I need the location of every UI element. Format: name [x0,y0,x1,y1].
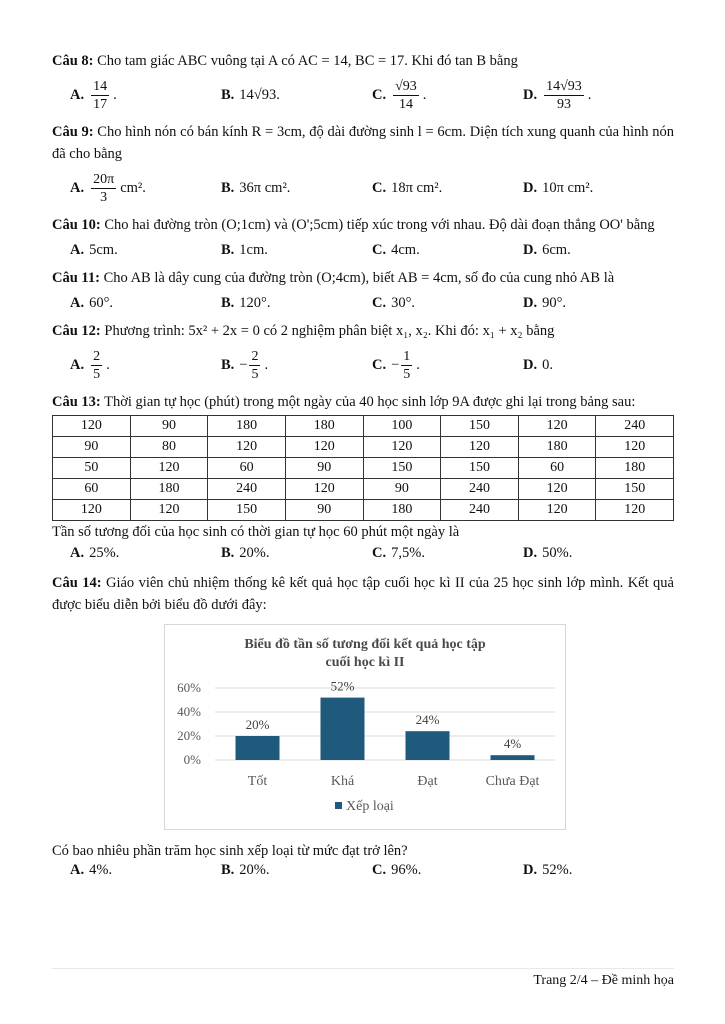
option-text: 52%. [542,862,573,878]
option-letter: B. [221,545,235,561]
q11-option-d[interactable] [523,295,674,312]
fraction-numerator: 1 [403,349,411,364]
question-14-prompt: Có bao nhiêu phần trăm học sinh xếp loại từ mức đạt trở lên? [52,843,408,859]
fraction-numerator: 14 [93,79,108,94]
option-text: 4%. [89,862,113,878]
y-tick-label: 60% [177,680,201,695]
table-cell: 90 [285,458,363,479]
question-14: Câu 14: Giáo viên chủ nhiệm thống kê kết quả học tập cuối học kì II của 25 học sinh lớp mình. Kết quả được biểu diễn bởi biểu đồ dưới đây: [52,575,674,613]
option-text: 6cm. [542,242,571,258]
option-fraction [91,78,109,113]
option-text: 18π cm². [391,180,443,196]
option-letter: C. [372,862,387,878]
option-sign: − [391,357,400,373]
y-tick-label: 40% [177,704,201,719]
option-letter: D. [523,180,538,196]
option-text: 60°. [89,295,114,311]
option-letter: B. [221,862,235,878]
option-letter: C. [372,242,387,258]
q12-option-c[interactable] [372,348,523,383]
q14-option-d[interactable] [523,862,674,879]
option-letter: D. [523,545,538,561]
table-cell: 120 [53,416,131,437]
table-cell: 120 [130,458,208,479]
q12-option-a[interactable] [70,348,221,383]
q12-options [70,348,674,383]
option-text: 120°. [239,295,271,311]
q14-option-c[interactable] [372,862,523,879]
fraction-numerator: 20π [93,172,115,187]
option-fraction [91,348,102,383]
table-row [53,500,674,521]
fraction-denominator: 14 [398,97,413,112]
table-cell: 60 [208,458,286,479]
table-cell: 120 [518,416,596,437]
table-cell: 90 [130,416,208,437]
option-fraction [91,171,116,206]
table-cell: 240 [441,500,519,521]
table-cell: 150 [596,479,674,500]
table-row [53,437,674,458]
option-fraction [401,348,412,383]
option-letter: D. [523,357,538,373]
option-text: 20%. [239,862,270,878]
option-fraction [249,348,260,383]
table-cell: 120 [53,500,131,521]
table-cell: 120 [441,437,519,458]
x-tick-label: Đạt [417,774,438,789]
q10-option-c[interactable] [372,242,523,259]
question-11: Câu 11: Cho AB là dây cung của đường tròn (O;4cm), biết AB = 4cm, số đo của cung nhỏ AB là [52,270,615,286]
option-text: 1cm. [239,242,268,258]
q10-option-d[interactable] [523,242,674,259]
table-cell: 120 [285,437,363,458]
y-tick-label: 0% [183,752,201,767]
option-letter: B. [221,295,235,311]
table-cell: 50 [53,458,131,479]
bar-3 [491,755,535,760]
option-text: 10π cm². [542,180,594,196]
q12-option-b[interactable] [221,348,372,383]
fraction-denominator: 5 [93,367,101,382]
bar-2 [406,731,450,760]
table-cell: 240 [208,479,286,500]
option-letter: C. [372,180,387,196]
option-text: 96%. [391,862,422,878]
table-cell: 180 [285,416,363,437]
q8-option-b[interactable] [221,87,372,104]
table-row [53,458,674,479]
fraction-denominator: 3 [100,190,108,205]
study-time-table [52,415,674,521]
page-footer: Trang 2/4 – Đề minh họa [52,968,674,989]
option-text: 36π cm². [239,180,291,196]
option-letter: C. [372,295,387,311]
table-cell: 120 [285,479,363,500]
table-cell: 120 [208,437,286,458]
table-cell: 150 [208,500,286,521]
table-cell: 60 [53,479,131,500]
data-label: 24% [415,712,440,728]
table-cell: 180 [363,500,441,521]
option-letter: D. [523,87,538,103]
fraction-denominator: 93 [556,97,571,112]
q8-options [70,78,674,113]
q12-option-d[interactable] [523,357,674,374]
q13-option-d[interactable] [523,545,674,562]
option-letter: A. [70,862,85,878]
q13-options [70,545,674,562]
fraction-denominator: 5 [251,367,259,382]
fraction-numerator: 2 [251,349,259,364]
q10-option-b[interactable] [221,242,372,259]
table-row [53,479,674,500]
q14-option-a[interactable] [70,862,221,879]
q13-option-a[interactable] [70,545,221,562]
table-cell: 120 [596,437,674,458]
option-text: 50%. [542,545,573,561]
data-label: 4% [503,736,522,752]
option-letter: C. [372,357,387,373]
q9-option-a[interactable] [70,171,221,206]
table-cell: 150 [441,416,519,437]
legend-swatch [335,802,342,809]
q8-option-c[interactable] [372,78,523,113]
question-12: Câu 12: Phương trình: 5x² + 2x = 0 có 2 nghiệm phân biệt x₁, x₂. Khi đó: x₁ + x₂ bằng [52,323,555,339]
option-letter: B. [221,87,235,103]
option-tail: . [587,87,592,103]
q9-option-b[interactable] [221,180,372,197]
q10-option-a[interactable] [70,242,221,259]
q9-option-c[interactable] [372,180,523,197]
option-tail: . [422,87,427,103]
y-tick-label: 20% [177,728,201,743]
chart-title-line: cuối học kì II [325,655,405,670]
data-label: 52% [330,678,355,694]
table-cell: 180 [208,416,286,437]
table-cell: 240 [441,479,519,500]
q14-option-b[interactable] [221,862,372,879]
option-letter: D. [523,295,538,311]
option-letter: A. [70,180,85,196]
fraction-numerator: 2 [93,349,101,364]
option-letter: D. [523,242,538,258]
table-cell: 120 [518,500,596,521]
table-cell: 120 [596,500,674,521]
fraction-numerator: √93 [395,79,417,94]
fraction-numerator: 14√93 [546,79,582,94]
option-letter: A. [70,357,85,373]
option-letter: D. [523,862,538,878]
chart-title-line: Biểu đồ tần số tương đối kết quả học tập [244,637,486,652]
table-cell: 100 [363,416,441,437]
option-text: 4cm. [391,242,420,258]
q13-option-b[interactable] [221,545,372,562]
option-letter: B. [221,357,235,373]
q11-option-a[interactable] [70,295,221,312]
table-cell: 90 [53,437,131,458]
bar-0 [236,736,280,760]
option-text: 90°. [542,295,567,311]
q11-option-c[interactable] [372,295,523,312]
legend-label: Xếp loại [346,799,394,814]
table-cell: 180 [596,458,674,479]
option-fraction [393,78,419,113]
x-tick-label: Tốt [247,774,268,789]
table-cell: 180 [518,437,596,458]
exam-page [52,50,674,887]
table-cell: 120 [518,479,596,500]
q11-options [70,295,674,312]
table-cell: 150 [441,458,519,479]
table-cell: 120 [130,500,208,521]
option-tail: . [113,87,117,103]
option-text: 0. [542,357,553,373]
fraction-denominator: 5 [403,367,411,382]
x-tick-label: Chưa Đạt [485,774,540,789]
option-tail: . [416,357,420,373]
option-letter: B. [221,242,235,258]
question-8: Câu 8: Cho tam giác ABC vuông tại A có AC = 14, BC = 17. Khi đó tan B bằng [52,53,518,69]
option-tail: cm². [120,180,146,196]
question-13: Câu 13: Thời gian tự học (phút) trong một ngày của 40 học sinh lớp 9A được ghi lại trong bảng sau: [52,394,636,410]
option-text: 30°. [391,295,416,311]
q13-option-c[interactable] [372,545,523,562]
option-tail: . [264,357,269,373]
table-cell: 150 [363,458,441,479]
table-cell: 80 [130,437,208,458]
table-cell: 90 [285,500,363,521]
fraction-denominator: 17 [93,97,108,112]
q9-options [70,171,674,206]
question-10: Câu 10: Cho hai đường tròn (O;1cm) và (O';5cm) tiếp xúc trong với nhau. Độ dài đoạn thẳng OO' bằng [52,217,655,233]
table-row [53,416,674,437]
q8-option-a[interactable] [70,78,221,113]
option-letter: A. [70,295,85,311]
question-13-prompt: Tần số tương đối của học sinh có thời gian tự học 60 phút một ngày là [52,524,460,540]
table-cell: 240 [596,416,674,437]
option-letter: B. [221,180,235,196]
bar-1 [321,698,365,760]
q11-option-b[interactable] [221,295,372,312]
data-label: 20% [245,717,270,732]
option-text: 20%. [239,545,270,561]
option-letter: A. [70,545,85,561]
table-cell: 180 [130,479,208,500]
option-sign: − [239,357,248,373]
x-tick-label: Khá [330,774,355,789]
q14-options [70,862,674,879]
option-letter: A. [70,242,85,258]
option-text: 5cm. [89,242,118,258]
table-cell: 90 [363,479,441,500]
option-tail: . [106,357,110,373]
q9-option-d[interactable] [523,180,674,197]
table-cell: 120 [363,437,441,458]
option-fraction [544,78,584,113]
results-bar-chart [164,624,566,830]
question-9: Câu 9: Cho hình nón có bán kính R = 3cm, độ dài đường sinh l = 6cm. Diện tích xung quanh của hình nón đã cho bằng [52,124,674,162]
chart-svg [165,625,565,829]
table-cell: 60 [518,458,596,479]
q10-options [70,242,674,259]
option-text: 25%. [89,545,120,561]
option-text: 7,5%. [391,545,425,561]
option-letter: C. [372,545,387,561]
q8-option-d[interactable] [523,78,674,113]
option-text: 14√93. [239,87,280,103]
option-letter: A. [70,87,85,103]
option-letter: C. [372,87,387,103]
